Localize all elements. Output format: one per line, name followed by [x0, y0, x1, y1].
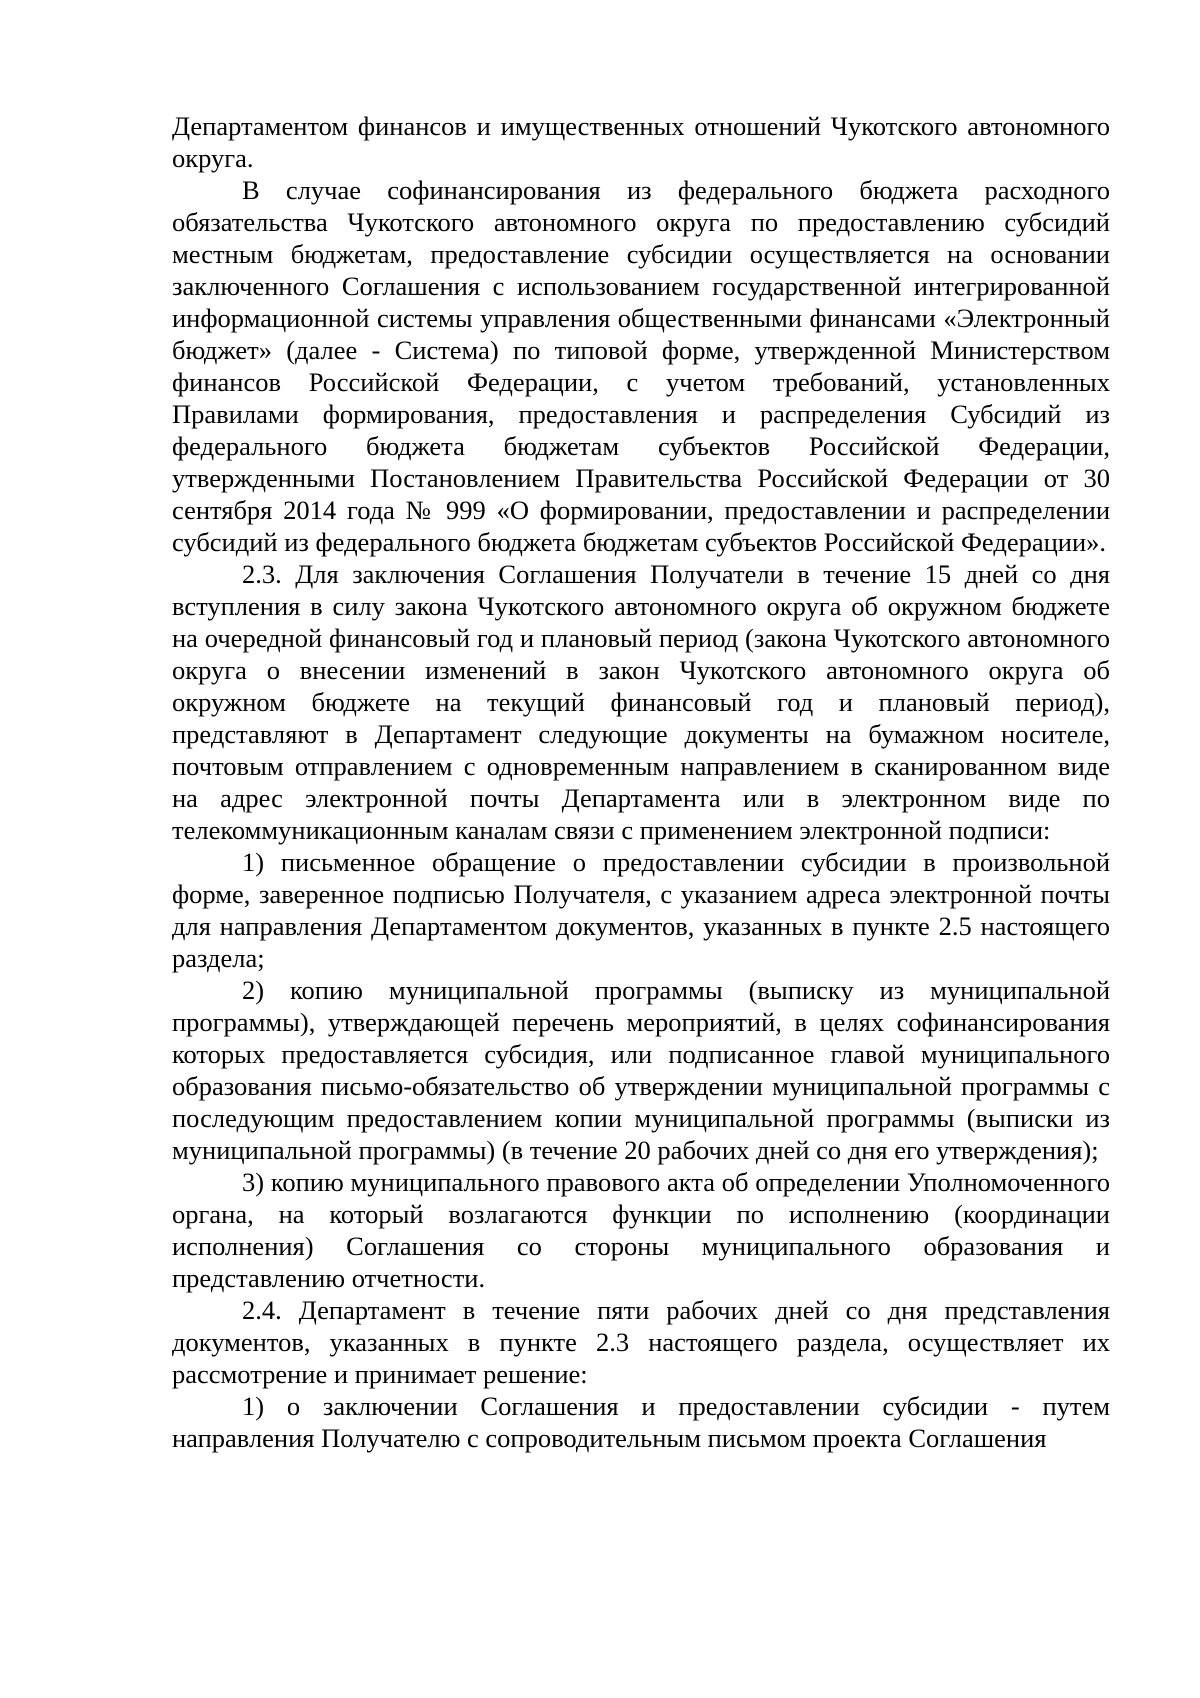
list-item-2-3-2: 2) копию муниципальной программы (выписку из муниципальной программы), утверждающей перечень мероприятий, в целях софинансирования которых предоставляется субсидия, или подписанное главой муниципального образования письмо-обязательство об утверждении муниципальной программы с последующим предоставлением копии муниципальной программы (выписки из муниципальной программы) (в течение 20 рабочих дней со дня его утверждения);: [172, 975, 1110, 1165]
list-item-2-3-3: 3) копию муниципального правового акта об определении Уполномоченного органа, на который возлагаются функции по исполнению (координации исполнения) Соглашения со стороны муниципального образования и представлению отчетности.: [172, 1167, 1110, 1293]
paragraph-2-4: 2.4. Департамент в течение пяти рабочих дней со дня представления документов, указанных в пункте 2.3 настоящего раздела, осуществляет их рассмотрение и принимает решение:: [172, 1295, 1110, 1389]
document-body: [172, 110, 1110, 1454]
list-item-2-4-1: 1) о заключении Соглашения и предоставлении субсидии - путем направления Получателю с сопроводительным письмом проекта Соглашения: [172, 1391, 1110, 1453]
paragraph-continuation: Департаментом финансов и имущественных отношений Чукотского автономного округа.: [172, 111, 1110, 173]
paragraph-2-3: 2.3. Для заключения Соглашения Получатели в течение 15 дней со дня вступления в силу закона Чукотского автономного округа об окружном бюджете на очередной финансовый год и плановый период (закона Чукотского автономного округа о внесении изменений в закон Чукотского автономного округа об окружном бюджете на текущий финансовый год и плановый период), представляют в Департамент следующие документы на бумажном носителе, почтовым отправлением с одновременным направлением в сканированном виде на адрес электронной почты Департамента или в электронном виде по телекоммуникационным каналам связи с применением электронной подписи:: [172, 559, 1110, 845]
list-item-2-3-1: 1) письменное обращение о предоставлении субсидии в произвольной форме, заверенное подписью Получателя, с указанием адреса электронной почты для направления Департаментом документов, указанных в пункте 2.5 настоящего раздела;: [172, 847, 1110, 973]
paragraph-cofinancing: В случае софинансирования из федерального бюджета расходного обязательства Чукотского автономного округа по предоставлению субсидий местным бюджетам, предоставление субсидии осуществляется на основании заключенного Соглашения с использованием государственной интегрированной информационной системы управления общественными финансами «Электронный бюджет» (далее - Система) по типовой форме, утвержденной Министерством финансов Российской Федерации, с учетом требований, установленных Правилами формирования, предоставления и распределения Субсидий из федерального бюджета бюджетам субъектов Российской Федерации, утвержденными Постановлением Правительства Российской Федерации от 30 сентября 2014 года № 999 «О формировании, предоставлении и распределении субсидий из федерального бюджета бюджетам субъектов Российской Федерации».: [172, 175, 1110, 557]
